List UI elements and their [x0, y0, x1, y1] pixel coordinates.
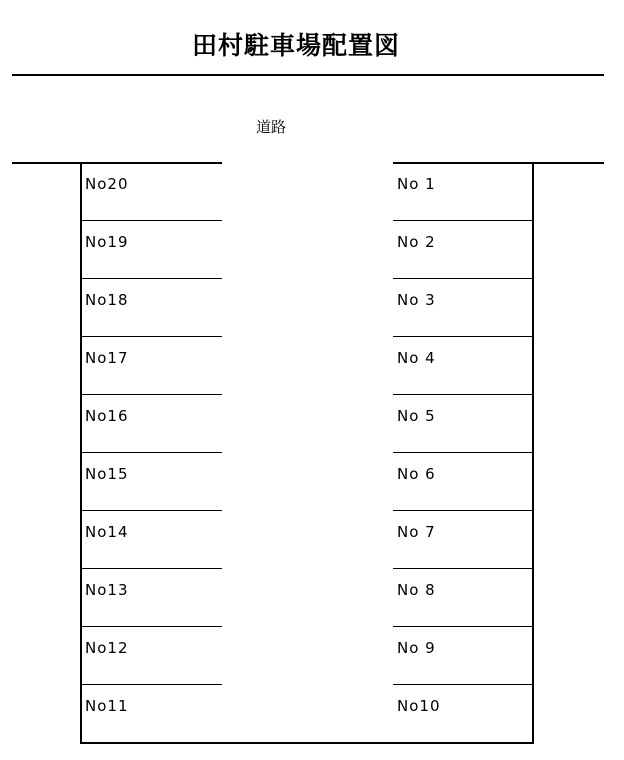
bottom-boundary: [80, 742, 534, 744]
left-stall-label: No20: [85, 175, 129, 193]
right-column-border: [532, 162, 534, 744]
right-stall-label: No 9: [397, 639, 436, 657]
right-stall-divider: [393, 336, 533, 337]
right-stall-label: No 2: [397, 233, 436, 251]
left-stall-label: No15: [85, 465, 129, 483]
left-stall-divider: [80, 452, 222, 453]
right-stall-divider: [393, 510, 533, 511]
left-stall-divider: [80, 278, 222, 279]
right-stall-divider: [393, 394, 533, 395]
left-stall-divider: [80, 510, 222, 511]
left-stall-label: No18: [85, 291, 129, 309]
left-stall-label: No11: [85, 697, 129, 715]
left-boundary-top: [12, 162, 222, 164]
page-title: 田村駐車場配置図: [191, 31, 400, 60]
left-stall-divider: [80, 220, 222, 221]
left-stall-divider: [80, 684, 222, 685]
left-column-border: [80, 162, 82, 744]
right-boundary-top: [393, 162, 604, 164]
left-stall-label: No12: [85, 639, 129, 657]
left-stall-label: No19: [85, 233, 129, 251]
right-stall-label: No 3: [397, 291, 436, 309]
right-stall-divider: [393, 568, 533, 569]
right-stall-label: No 1: [397, 175, 436, 193]
right-stall-divider: [393, 278, 533, 279]
right-stall-label: No 6: [397, 465, 436, 483]
left-stall-label: No16: [85, 407, 129, 425]
right-stall-label: No10: [397, 697, 441, 715]
left-stall-divider: [80, 336, 222, 337]
right-stall-label: No 5: [397, 407, 436, 425]
right-stall-label: No 7: [397, 523, 436, 541]
road-label: 道路: [256, 118, 287, 136]
title-divider: [12, 74, 604, 76]
left-stall-divider: [80, 568, 222, 569]
right-stall-divider: [393, 220, 533, 221]
right-stall-divider: [393, 626, 533, 627]
right-stall-label: No 8: [397, 581, 436, 599]
right-stall-divider: [393, 684, 533, 685]
left-stall-divider: [80, 394, 222, 395]
left-stall-label: No14: [85, 523, 129, 541]
left-stall-label: No17: [85, 349, 129, 367]
left-stall-divider: [80, 626, 222, 627]
left-stall-label: No13: [85, 581, 129, 599]
right-stall-label: No 4: [397, 349, 436, 367]
right-stall-divider: [393, 452, 533, 453]
